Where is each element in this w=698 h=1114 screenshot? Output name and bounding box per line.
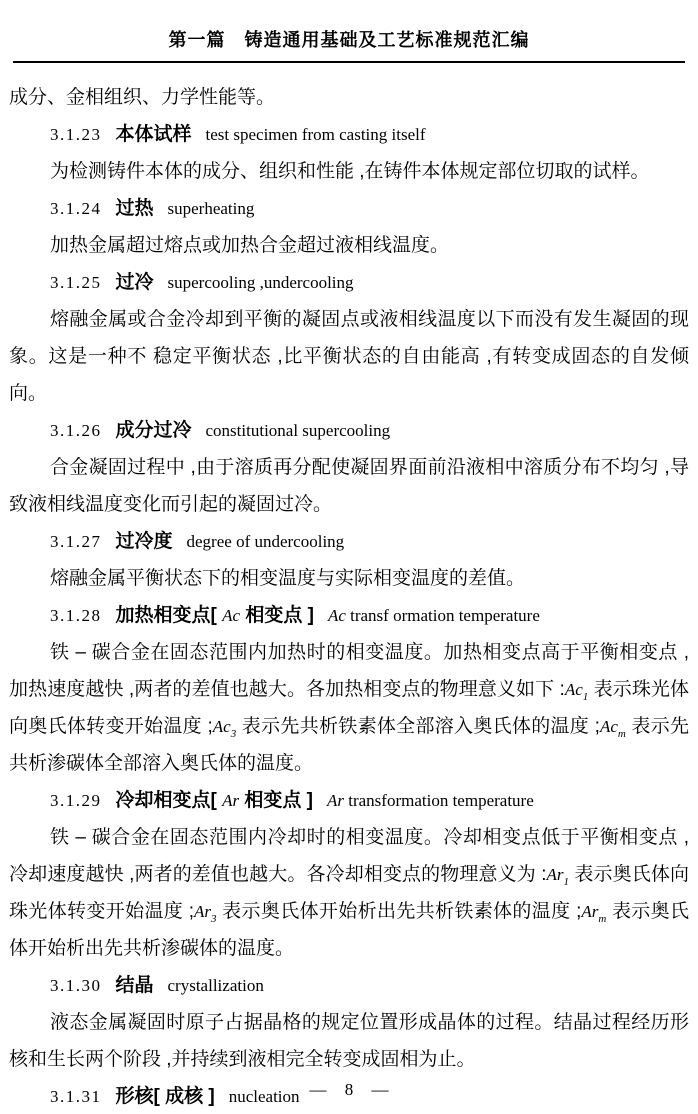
term-number: 3.1.27 — [50, 532, 102, 551]
text-run: superheating — [167, 199, 255, 218]
term-english — [168, 273, 354, 292]
term-number: 3.1.29 — [50, 791, 102, 810]
text-run: 加热金属超过熔点或加热合金超过液相线温度。 — [50, 235, 450, 256]
text-run: 铁 – 碳合金在固态范围内加热时的相变温度。加热相变点高于平衡相变点 ,加热速度越快 ,两者的差值也越大。各加热相变点的物理意义如下 : — [9, 642, 689, 700]
term-number: 3.1.28 — [50, 606, 102, 625]
term-chinese — [116, 124, 192, 145]
text-run: constitutional supercooling — [205, 421, 391, 440]
text-run: 熔融金属平衡状态下的相变温度与实际相变温度的差值。 — [50, 568, 526, 589]
term-heading — [9, 190, 689, 227]
term-chinese — [116, 420, 192, 441]
text-run: 结晶 — [115, 975, 154, 996]
variable-subscript: m — [617, 727, 626, 740]
page-header — [0, 0, 698, 63]
variable: Ac — [222, 606, 241, 625]
text-run: 表示珠光体向奥氏体转变开始温度 ; — [9, 679, 689, 737]
document-body — [0, 63, 698, 1114]
text-run: transformation temperature — [344, 791, 534, 810]
text-run: 表示先共析渗碳体全部溶入奥氏体的温度。 — [9, 716, 690, 774]
definition-paragraph — [9, 79, 689, 116]
definition-paragraph — [9, 1004, 689, 1078]
term-chinese — [116, 272, 154, 293]
definition-paragraph — [9, 819, 689, 967]
text-run: 表示奥氏体开始析出先共析铁素体的温度 ; — [216, 901, 582, 922]
text-run: transf ormation temperature — [345, 606, 540, 625]
variable: Ar — [327, 791, 344, 810]
text-run: 铁 – 碳合金在固态范围内冷却时的相变温度。冷却相变点低于平衡相变点 ,冷却速度越快 ,两者的差值也越大。各冷却相变点的物理意义为 : — [9, 827, 689, 885]
variable: Ar — [546, 865, 564, 884]
term-heading — [9, 264, 689, 301]
page-number: — 8 — — [309, 1080, 389, 1099]
text-run: 熔融金属或合金冷却到平衡的凝固点或液相线温度以下而没有发生凝固的现象。这是一种不 稳定平衡状态 ,比平衡状态的自由能高 ,有转变成固态的自发倾向。 — [9, 309, 689, 404]
text-run: 过热 — [115, 198, 154, 219]
variable: Ar — [581, 902, 599, 921]
text-run: degree of undercooling — [186, 532, 345, 551]
header-title: 第一篇 铸造通用基础及工艺标准规范汇编 — [168, 30, 530, 50]
term-english — [168, 199, 255, 218]
definition-paragraph — [9, 634, 689, 782]
term-english — [327, 791, 534, 810]
term-number: 3.1.31 — [50, 1087, 102, 1106]
text-run: 成分过冷 — [115, 420, 192, 441]
term-chinese — [116, 198, 154, 219]
term-heading — [9, 116, 689, 153]
term-chinese — [116, 605, 314, 626]
text-run: crystallization — [167, 976, 264, 995]
text-run: 过冷 — [115, 272, 154, 293]
text-run: 过冷度 — [115, 531, 173, 552]
text-run: 表示先共析铁素体全部溶入奥氏体的温度 ; — [236, 716, 600, 737]
text-run: test specimen from casting itself — [205, 125, 426, 144]
variable: Ac — [327, 606, 346, 625]
text-run: 表示奥氏体开始析出先共析渗碳体的温度。 — [9, 901, 690, 959]
definition-paragraph — [9, 227, 689, 264]
text-run: 合金凝固过程中 ,由于溶质再分配使凝固界面前沿液相中溶质分布不均匀 ,导致液相线温度变化而引起的凝固过冷。 — [9, 457, 689, 515]
text-run: 成分、金相组织、力学性能等。 — [9, 87, 276, 108]
variable-subscript: 1 — [563, 875, 570, 888]
term-number: 3.1.24 — [50, 199, 102, 218]
term-heading — [9, 967, 689, 1004]
text-run: 相变点 ] — [240, 605, 314, 626]
text-run: 表示奥氏体向珠光体转变开始温度 ; — [9, 864, 689, 922]
text-run: supercooling ,undercooling — [167, 273, 354, 292]
definition-paragraph — [9, 449, 689, 523]
variable: Ac — [564, 680, 583, 699]
term-english — [206, 125, 426, 144]
variable: Ac — [212, 717, 231, 736]
definition-paragraph — [9, 301, 689, 412]
definition-paragraph — [9, 560, 689, 597]
text-run: 加热相变点[ — [115, 605, 223, 626]
term-heading — [9, 782, 689, 819]
term-number: 3.1.25 — [50, 273, 102, 292]
text-run: nucleation — [228, 1087, 300, 1106]
variable-subscript: 3 — [211, 912, 217, 925]
variable: Ar — [222, 791, 240, 810]
text-run: 液态金属凝固时原子占据晶格的规定位置形成晶体的过程。结晶过程经历形核和生长两个阶段 ,并持续到液相完全转变成固相为止。 — [9, 1012, 689, 1070]
variable-subscript: 1 — [582, 690, 589, 703]
term-number: 3.1.30 — [50, 976, 102, 995]
term-heading — [9, 523, 689, 560]
text-run: 相变点 ] — [239, 790, 313, 811]
text-run: 本体试样 — [115, 124, 192, 145]
term-heading — [9, 412, 689, 449]
term-english — [187, 532, 345, 551]
term-number: 3.1.26 — [50, 421, 102, 440]
text-run: 为检测铸件本体的成分、组织和性能 ,在铸件本体规定部位切取的试样。 — [50, 161, 650, 182]
text-run: 形核[ 成核 ] — [115, 1086, 215, 1107]
variable-subscript: m — [598, 912, 607, 925]
term-english — [168, 976, 264, 995]
term-number: 3.1.23 — [50, 125, 102, 144]
text-run: 冷却相变点[ — [115, 790, 223, 811]
variable: Ac — [599, 717, 618, 736]
term-chinese — [116, 790, 314, 811]
term-english — [328, 606, 540, 625]
definition-paragraph — [9, 153, 689, 190]
variable: Ar — [194, 902, 212, 921]
term-english — [206, 421, 391, 440]
term-chinese — [116, 975, 154, 996]
variable-subscript: 3 — [230, 727, 237, 740]
term-heading — [9, 597, 689, 634]
term-chinese — [116, 531, 173, 552]
